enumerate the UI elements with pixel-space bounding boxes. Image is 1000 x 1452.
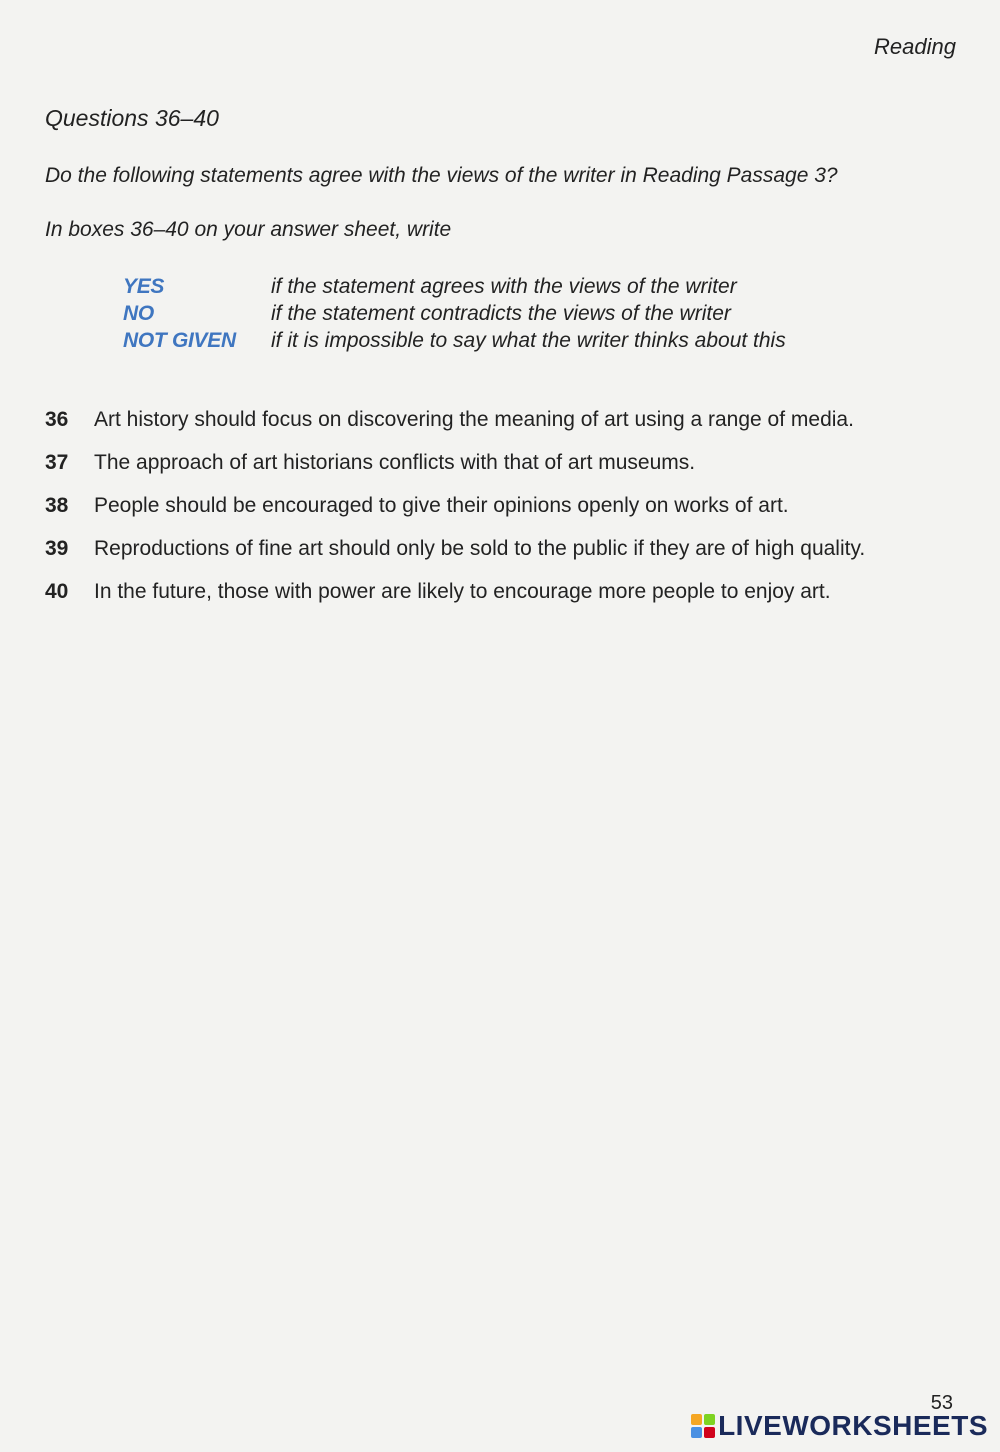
question-38 xyxy=(45,484,865,527)
logo-tile xyxy=(691,1414,702,1425)
key-definition-no: if the statement contradicts the views of the writer xyxy=(271,301,731,325)
logo-tile xyxy=(704,1414,715,1425)
key-row-no xyxy=(123,300,786,327)
question-40 xyxy=(45,570,865,613)
key-row-yes xyxy=(123,273,786,300)
liveworksheets-logo-icon xyxy=(691,1414,715,1438)
question-text: The approach of art historians conflicts with that of art museums. xyxy=(94,450,696,474)
logo-tile xyxy=(691,1427,702,1438)
logo-tile xyxy=(704,1427,715,1438)
key-definition-yes: if the statement agrees with the views of the writer xyxy=(271,274,737,298)
questions-title: Questions 36–40 xyxy=(45,105,219,131)
question-list xyxy=(45,398,865,613)
instruction-text: Do the following statements agree with the views of the writer in Reading Passage 3? xyxy=(45,164,838,187)
question-text: Reproductions of fine art should only be sold to the public if they are of high quality. xyxy=(94,536,866,560)
key-term-not-given: NOT GIVEN xyxy=(123,328,236,352)
key-term-yes: YES xyxy=(123,274,165,298)
question-36 xyxy=(45,398,865,441)
question-text: Art history should focus on discovering the meaning of art using a range of media. xyxy=(94,407,854,431)
key-term-no: NO xyxy=(123,301,154,325)
answer-sheet-instruction: In boxes 36–40 on your answer sheet, write xyxy=(45,218,452,241)
question-37 xyxy=(45,441,865,484)
brand-name: LIVEWORKSHEETS xyxy=(718,1410,988,1441)
liveworksheets-brand[interactable] xyxy=(691,1410,988,1442)
question-39 xyxy=(45,527,865,570)
question-text: In the future, those with power are likely to encourage more people to enjoy art. xyxy=(94,579,831,603)
page-number: 53 xyxy=(930,1392,953,1414)
question-number: 39 xyxy=(45,536,69,560)
question-number: 38 xyxy=(45,493,69,517)
answer-key-table xyxy=(123,273,786,354)
key-row-not-given xyxy=(123,327,786,354)
question-number: 37 xyxy=(45,450,69,474)
question-text: People should be encouraged to give their opinions openly on works of art. xyxy=(94,493,789,517)
question-number: 36 xyxy=(45,407,69,431)
key-definition-not-given: if it is impossible to say what the writer thinks about this xyxy=(271,328,786,352)
question-number: 40 xyxy=(45,579,69,603)
section-header: Reading xyxy=(874,34,956,59)
